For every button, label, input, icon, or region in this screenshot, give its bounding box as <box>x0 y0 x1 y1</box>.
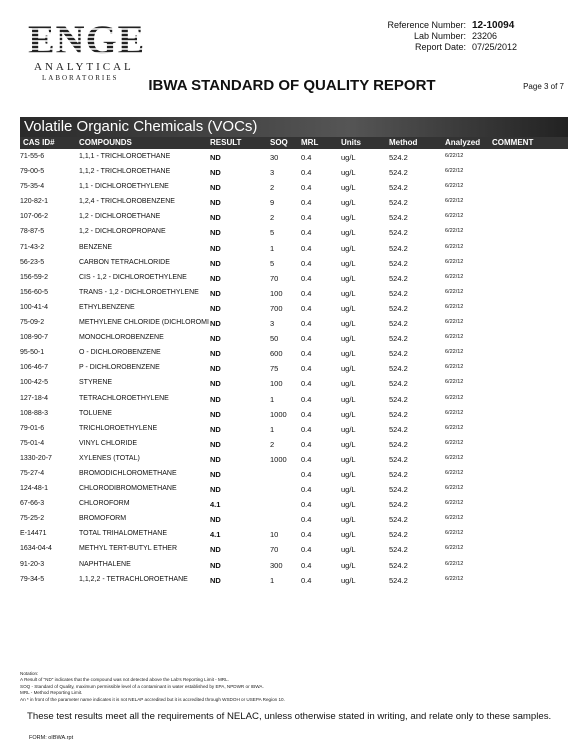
soq-value: 2 <box>270 439 275 449</box>
soq-value: 9 <box>270 198 275 208</box>
mrl-value: 0.4 <box>301 560 312 570</box>
table-row <box>20 483 568 498</box>
analyzed-date: 6/22/12 <box>445 168 464 175</box>
soq-value: 700 <box>270 303 283 313</box>
method-value: 524.2 <box>389 349 408 359</box>
mrl-value: 0.4 <box>301 153 312 162</box>
units-value: ug/L <box>341 560 356 570</box>
analyzed-date: 6/22/12 <box>445 288 464 295</box>
method-value: 524.2 <box>389 183 408 193</box>
table-row <box>20 347 568 362</box>
results-table <box>20 151 568 589</box>
mrl-value: 0.4 <box>301 183 312 193</box>
analyzed-date: 6/22/12 <box>445 258 464 265</box>
table-row <box>20 362 568 377</box>
units-value: ug/L <box>341 213 356 223</box>
compound-name: TRICHLOROETHYLENE <box>79 424 158 432</box>
compound-name: 1,2 - DICHLOROETHANE <box>79 213 161 221</box>
analyzed-date: 6/22/12 <box>445 424 464 431</box>
units-value: ug/L <box>341 334 356 344</box>
mrl-value: 0.4 <box>301 575 312 585</box>
units-value: ug/L <box>341 530 356 540</box>
cas-id: 56-23-5 <box>20 258 45 266</box>
lab-number-label: Lab Number: <box>413 31 466 41</box>
header-analyzed: Analyzed <box>445 138 481 147</box>
result-value: 4.1 <box>210 530 221 540</box>
table-row <box>20 408 568 423</box>
reference-number-label: Reference Number: <box>387 20 466 30</box>
analyzed-date: 6/22/12 <box>445 349 464 356</box>
result-value: ND <box>210 153 221 162</box>
cas-id: 156-60-5 <box>20 288 49 296</box>
units-value: ug/L <box>341 303 356 313</box>
result-value: ND <box>210 515 221 525</box>
analyzed-date: 6/22/12 <box>445 469 464 476</box>
units-value: ug/L <box>341 409 356 419</box>
result-value: ND <box>210 198 221 208</box>
cas-id: 120-82-1 <box>20 198 49 206</box>
compound-name: 1,1 - DICHLOROETHYLENE <box>79 183 169 191</box>
soq-value: 30 <box>270 153 279 162</box>
soq-value: 1 <box>270 394 275 404</box>
soq-value: 300 <box>270 560 283 570</box>
table-row <box>20 393 568 408</box>
cas-id: 106-46-7 <box>20 364 49 372</box>
soq-value: 70 <box>270 545 279 555</box>
compound-name: METHYL TERT-BUTYL ETHER <box>79 545 178 553</box>
soq-value: 3 <box>270 319 275 329</box>
method-value: 524.2 <box>389 500 408 510</box>
mrl-value: 0.4 <box>301 530 312 540</box>
soq-value: 2 <box>270 213 275 223</box>
analyzed-date: 6/22/12 <box>445 213 464 220</box>
compound-name: CARBON TETRACHLORIDE <box>79 258 170 266</box>
method-value: 524.2 <box>389 575 408 585</box>
method-value: 524.2 <box>389 228 408 238</box>
table-row <box>20 332 568 347</box>
mrl-value: 0.4 <box>301 168 312 178</box>
result-value: ND <box>210 168 221 178</box>
table-row <box>20 453 568 468</box>
result-value: ND <box>210 545 221 555</box>
result-value: ND <box>210 364 221 374</box>
analyzed-date: 6/22/12 <box>445 334 464 341</box>
analyzed-date: 6/22/12 <box>445 500 464 507</box>
note-line: An * in front of the parameter name indicates it is not NELAP accredited but it is accredited through WSDOH or USEPA Region 10. <box>20 696 285 702</box>
soq-value: 600 <box>270 349 283 359</box>
method-value: 524.2 <box>389 379 408 389</box>
units-value: ug/L <box>341 379 356 389</box>
compound-name: NAPHTHALENE <box>79 560 131 568</box>
table-row <box>20 423 568 438</box>
units-value: ug/L <box>341 485 356 495</box>
method-value: 524.2 <box>389 394 408 404</box>
header-comment: COMMENT <box>492 138 534 147</box>
compound-name: CHLORODIBROMOMETHANE <box>79 485 177 493</box>
table-row <box>20 513 568 528</box>
analyzed-date: 6/22/12 <box>445 515 464 522</box>
mrl-value: 0.4 <box>301 303 312 313</box>
table-row <box>20 317 568 332</box>
analyzed-date: 6/22/12 <box>445 379 464 386</box>
units-value: ug/L <box>341 153 356 162</box>
result-value: ND <box>210 334 221 344</box>
analyzed-date: 6/22/12 <box>445 243 464 250</box>
result-value: ND <box>210 454 221 464</box>
units-value: ug/L <box>341 439 356 449</box>
result-value: ND <box>210 228 221 238</box>
units-value: ug/L <box>341 273 356 283</box>
result-value: ND <box>210 183 221 193</box>
table-row <box>20 559 568 574</box>
compound-name: O - DICHLOROBENZENE <box>79 349 161 357</box>
method-value: 524.2 <box>389 288 408 298</box>
soq-value: 100 <box>270 379 283 389</box>
method-value: 524.2 <box>389 469 408 479</box>
compound-name: TOLUENE <box>79 409 112 417</box>
compound-name: ETHYLBENZENE <box>79 303 135 311</box>
cas-id: 75-09-2 <box>20 319 45 327</box>
cas-id: 75-25-2 <box>20 515 45 523</box>
analyzed-date: 6/22/12 <box>445 228 464 235</box>
method-value: 524.2 <box>389 153 408 162</box>
cas-id: 91-20-3 <box>20 560 45 568</box>
table-row <box>20 287 568 302</box>
cas-id: 75-01-4 <box>20 439 45 447</box>
header-compounds: COMPOUNDS <box>79 138 132 147</box>
analyzed-date: 6/22/12 <box>445 439 464 446</box>
soq-value: 3 <box>270 168 275 178</box>
result-value: ND <box>210 213 221 223</box>
units-value: ug/L <box>341 198 356 208</box>
cas-id: 156-59-2 <box>20 273 49 281</box>
result-value: ND <box>210 319 221 329</box>
reference-block <box>387 20 524 53</box>
result-value: ND <box>210 288 221 298</box>
table-row <box>20 302 568 317</box>
header-cas: CAS ID# <box>23 138 55 147</box>
notes-block <box>20 671 285 703</box>
analyzed-date: 6/22/12 <box>445 454 464 461</box>
cas-id: E-14471 <box>20 530 47 538</box>
mrl-value: 0.4 <box>301 243 312 253</box>
soq-value: 75 <box>270 364 279 374</box>
units-value: ug/L <box>341 243 356 253</box>
result-value: ND <box>210 575 221 585</box>
logo-wordmark: ENGE <box>28 17 146 62</box>
method-value: 524.2 <box>389 303 408 313</box>
cas-id: 75-35-4 <box>20 183 45 191</box>
mrl-value: 0.4 <box>301 213 312 223</box>
units-value: ug/L <box>341 545 356 555</box>
report-date: 07/25/2012 <box>472 42 518 52</box>
mrl-value: 0.4 <box>301 288 312 298</box>
soq-value: 5 <box>270 258 275 268</box>
method-value: 524.2 <box>389 454 408 464</box>
result-value: ND <box>210 469 221 479</box>
analyzed-date: 6/22/12 <box>445 303 464 310</box>
compound-name: 1,1,2 - TRICHLOROETHANE <box>79 168 171 176</box>
method-value: 524.2 <box>389 515 408 525</box>
soq-value: 50 <box>270 334 279 344</box>
table-row <box>20 196 568 211</box>
method-value: 524.2 <box>389 213 408 223</box>
compound-name: CIS - 1,2 - DICHLOROETHYLENE <box>79 273 187 281</box>
method-value: 524.2 <box>389 560 408 570</box>
result-value: ND <box>210 394 221 404</box>
units-value: ug/L <box>341 454 356 464</box>
mrl-value: 0.4 <box>301 424 312 434</box>
mrl-value: 0.4 <box>301 273 312 283</box>
cas-id: 75-27-4 <box>20 469 45 477</box>
soq-value: 100 <box>270 288 283 298</box>
compound-name: BENZENE <box>79 243 113 251</box>
analyzed-date: 6/22/12 <box>445 530 464 537</box>
compound-name: 1,2,4 - TRICHLOROBENZENE <box>79 198 175 206</box>
mrl-value: 0.4 <box>301 334 312 344</box>
soq-value: 1 <box>270 424 275 434</box>
units-value: ug/L <box>341 500 356 510</box>
mrl-value: 0.4 <box>301 409 312 419</box>
soq-value: 10 <box>270 530 279 540</box>
header-mrl: MRL <box>301 138 319 147</box>
result-value: ND <box>210 243 221 253</box>
units-value: ug/L <box>341 394 356 404</box>
analyzed-date: 6/22/12 <box>445 273 464 280</box>
soq-value: 70 <box>270 273 279 283</box>
cas-id: 79-00-5 <box>20 168 45 176</box>
compound-name: XYLENES (TOTAL) <box>79 454 140 462</box>
units-value: ug/L <box>341 228 356 238</box>
cas-id: 100-41-4 <box>20 303 49 311</box>
compound-name: STYRENE <box>79 379 113 387</box>
compound-name: 1,2 - DICHLOROPROPANE <box>79 228 166 236</box>
cas-id: 108-90-7 <box>20 334 49 342</box>
cas-id: 78-87-5 <box>20 228 45 236</box>
form-label: FORM: oIBWA.rpt <box>29 735 74 741</box>
mrl-value: 0.4 <box>301 439 312 449</box>
compound-name: BROMODICHLOROMETHANE <box>79 469 177 477</box>
cas-id: 108-88-3 <box>20 409 49 417</box>
mrl-value: 0.4 <box>301 485 312 495</box>
method-value: 524.2 <box>389 273 408 283</box>
company-logo <box>28 17 146 82</box>
mrl-value: 0.4 <box>301 515 312 525</box>
table-row <box>20 226 568 241</box>
report-title: IBWA STANDARD OF QUALITY REPORT <box>148 77 436 94</box>
table-row <box>20 498 568 513</box>
units-value: ug/L <box>341 319 356 329</box>
method-value: 524.2 <box>389 439 408 449</box>
mrl-value: 0.4 <box>301 545 312 555</box>
analyzed-date: 6/22/12 <box>445 319 464 326</box>
compound-name: TOTAL TRIHALOMETHANE <box>79 530 168 538</box>
compound-name: 1,1,2,2 - TETRACHLOROETHANE <box>79 575 188 583</box>
mrl-value: 0.4 <box>301 379 312 389</box>
compound-name: VINYL CHLORIDE <box>79 439 138 447</box>
compound-name: CHLOROFORM <box>79 500 130 508</box>
table-header <box>20 137 568 149</box>
result-value: ND <box>210 560 221 570</box>
note-line: SOQ - Standard of Quality, maximum permissible level of a contaminant in water established by EPA, NPDWR or IBWA. <box>20 683 264 689</box>
result-value: ND <box>210 439 221 449</box>
result-value: ND <box>210 349 221 359</box>
result-value: ND <box>210 424 221 434</box>
cas-id: 79-34-5 <box>20 575 45 583</box>
mrl-value: 0.4 <box>301 469 312 479</box>
cas-id: 67-66-3 <box>20 500 45 508</box>
result-value: ND <box>210 303 221 313</box>
mrl-value: 0.4 <box>301 349 312 359</box>
analyzed-date: 6/22/12 <box>445 394 464 401</box>
cas-id: 127-18-4 <box>20 394 49 402</box>
cas-id: 79-01-6 <box>20 424 45 432</box>
cas-id: 107-06-2 <box>20 213 49 221</box>
method-value: 524.2 <box>389 545 408 555</box>
compound-name: BROMOFORM <box>79 515 127 523</box>
soq-value: 1 <box>270 243 275 253</box>
method-value: 524.2 <box>389 409 408 419</box>
result-value: ND <box>210 273 221 283</box>
units-value: ug/L <box>341 469 356 479</box>
analyzed-date: 6/22/12 <box>445 485 464 492</box>
mrl-value: 0.4 <box>301 454 312 464</box>
analyzed-date: 6/22/12 <box>445 575 464 582</box>
section-title: Volatile Organic Chemicals (VOCs) <box>20 117 568 137</box>
mrl-value: 0.4 <box>301 319 312 329</box>
units-value: ug/L <box>341 288 356 298</box>
units-value: ug/L <box>341 515 356 525</box>
method-value: 524.2 <box>389 424 408 434</box>
note-line: A Result of "ND" indicates that the compound was not detected above the Lab's Reporting Limit - MRL. <box>20 677 229 683</box>
logo-subtitle-2: LABORATORIES <box>42 74 119 82</box>
analyzed-date: 6/22/12 <box>445 409 464 416</box>
table-row <box>20 166 568 181</box>
soq-value: 2 <box>270 183 275 193</box>
method-value: 524.2 <box>389 258 408 268</box>
cas-id: 1330-20-7 <box>20 454 52 462</box>
units-value: ug/L <box>341 575 356 585</box>
mrl-value: 0.4 <box>301 258 312 268</box>
cas-id: 71-43-2 <box>20 243 45 251</box>
compound-name: P - DICHLOROBENZENE <box>79 364 160 372</box>
lab-number: 23206 <box>472 31 498 41</box>
footer-statement: These test results meet all the requirements of NELAC, unless otherwise stated in writing, and relate only to these samples. <box>27 711 552 722</box>
table-row <box>20 543 568 558</box>
cas-id: 71-55-6 <box>20 153 45 160</box>
table-row <box>20 242 568 257</box>
compound-name: TETRACHLOROETHYLENE <box>79 394 169 402</box>
method-value: 524.2 <box>389 168 408 178</box>
cas-id: 95-50-1 <box>20 349 45 357</box>
analyzed-date: 6/22/12 <box>445 183 464 190</box>
result-value: ND <box>210 485 221 495</box>
units-value: ug/L <box>341 349 356 359</box>
header-soq: SOQ <box>270 138 288 147</box>
method-value: 524.2 <box>389 334 408 344</box>
units-value: ug/L <box>341 364 356 374</box>
table-row <box>20 438 568 453</box>
cas-id: 100-42-5 <box>20 379 49 387</box>
method-value: 524.2 <box>389 198 408 208</box>
notes-heading: Notation: <box>20 671 39 676</box>
mrl-value: 0.4 <box>301 364 312 374</box>
cas-id: 124-48-1 <box>20 485 49 493</box>
method-value: 524.2 <box>389 243 408 253</box>
note-line: MRL - Method Reporting Limit. <box>20 690 83 696</box>
analyzed-date: 6/22/12 <box>445 198 464 205</box>
result-value: 4.1 <box>210 500 221 510</box>
logo-subtitle: ANALYTICAL <box>34 61 134 73</box>
compound-name: TRANS - 1,2 - DICHLOROETHYLENE <box>79 288 199 296</box>
compound-name: MONOCHLOROBENZENE <box>79 334 164 342</box>
table-row <box>20 257 568 272</box>
reference-number: 12-10094 <box>472 20 515 31</box>
method-value: 524.2 <box>389 364 408 374</box>
mrl-value: 0.4 <box>301 228 312 238</box>
soq-value: 1000 <box>270 409 287 419</box>
cas-id: 1634-04-4 <box>20 545 52 553</box>
header-result: RESULT <box>210 138 242 147</box>
mrl-value: 0.4 <box>301 198 312 208</box>
analyzed-date: 6/22/12 <box>445 545 464 552</box>
page-indicator: Page 3 of 7 <box>523 82 564 91</box>
analyzed-date: 6/22/12 <box>445 153 464 159</box>
method-value: 524.2 <box>389 485 408 495</box>
table-row <box>20 151 568 166</box>
table-row <box>20 181 568 196</box>
units-value: ug/L <box>341 424 356 434</box>
method-value: 524.2 <box>389 319 408 329</box>
table-row <box>20 272 568 287</box>
table-row <box>20 211 568 226</box>
compound-name: 1,1,1 - TRICHLOROETHANE <box>79 153 171 160</box>
header-method: Method <box>389 138 418 147</box>
analyzed-date: 6/22/12 <box>445 560 464 567</box>
soq-value: 1 <box>270 575 275 585</box>
result-value: ND <box>210 379 221 389</box>
header-units: Units <box>341 138 361 147</box>
result-value: ND <box>210 258 221 268</box>
mrl-value: 0.4 <box>301 394 312 404</box>
compound-name: METHYLENE CHLORIDE (DICHLOROMI <box>79 319 209 327</box>
mrl-value: 0.4 <box>301 500 312 510</box>
units-value: ug/L <box>341 183 356 193</box>
units-value: ug/L <box>341 168 356 178</box>
analyzed-date: 6/22/12 <box>445 364 464 371</box>
table-row <box>20 574 568 589</box>
table-row <box>20 377 568 392</box>
soq-value: 5 <box>270 228 275 238</box>
method-value: 524.2 <box>389 530 408 540</box>
table-row <box>20 528 568 543</box>
result-value: ND <box>210 409 221 419</box>
report-date-label: Report Date: <box>414 42 466 52</box>
units-value: ug/L <box>341 258 356 268</box>
table-row <box>20 468 568 483</box>
soq-value: 1000 <box>270 454 287 464</box>
